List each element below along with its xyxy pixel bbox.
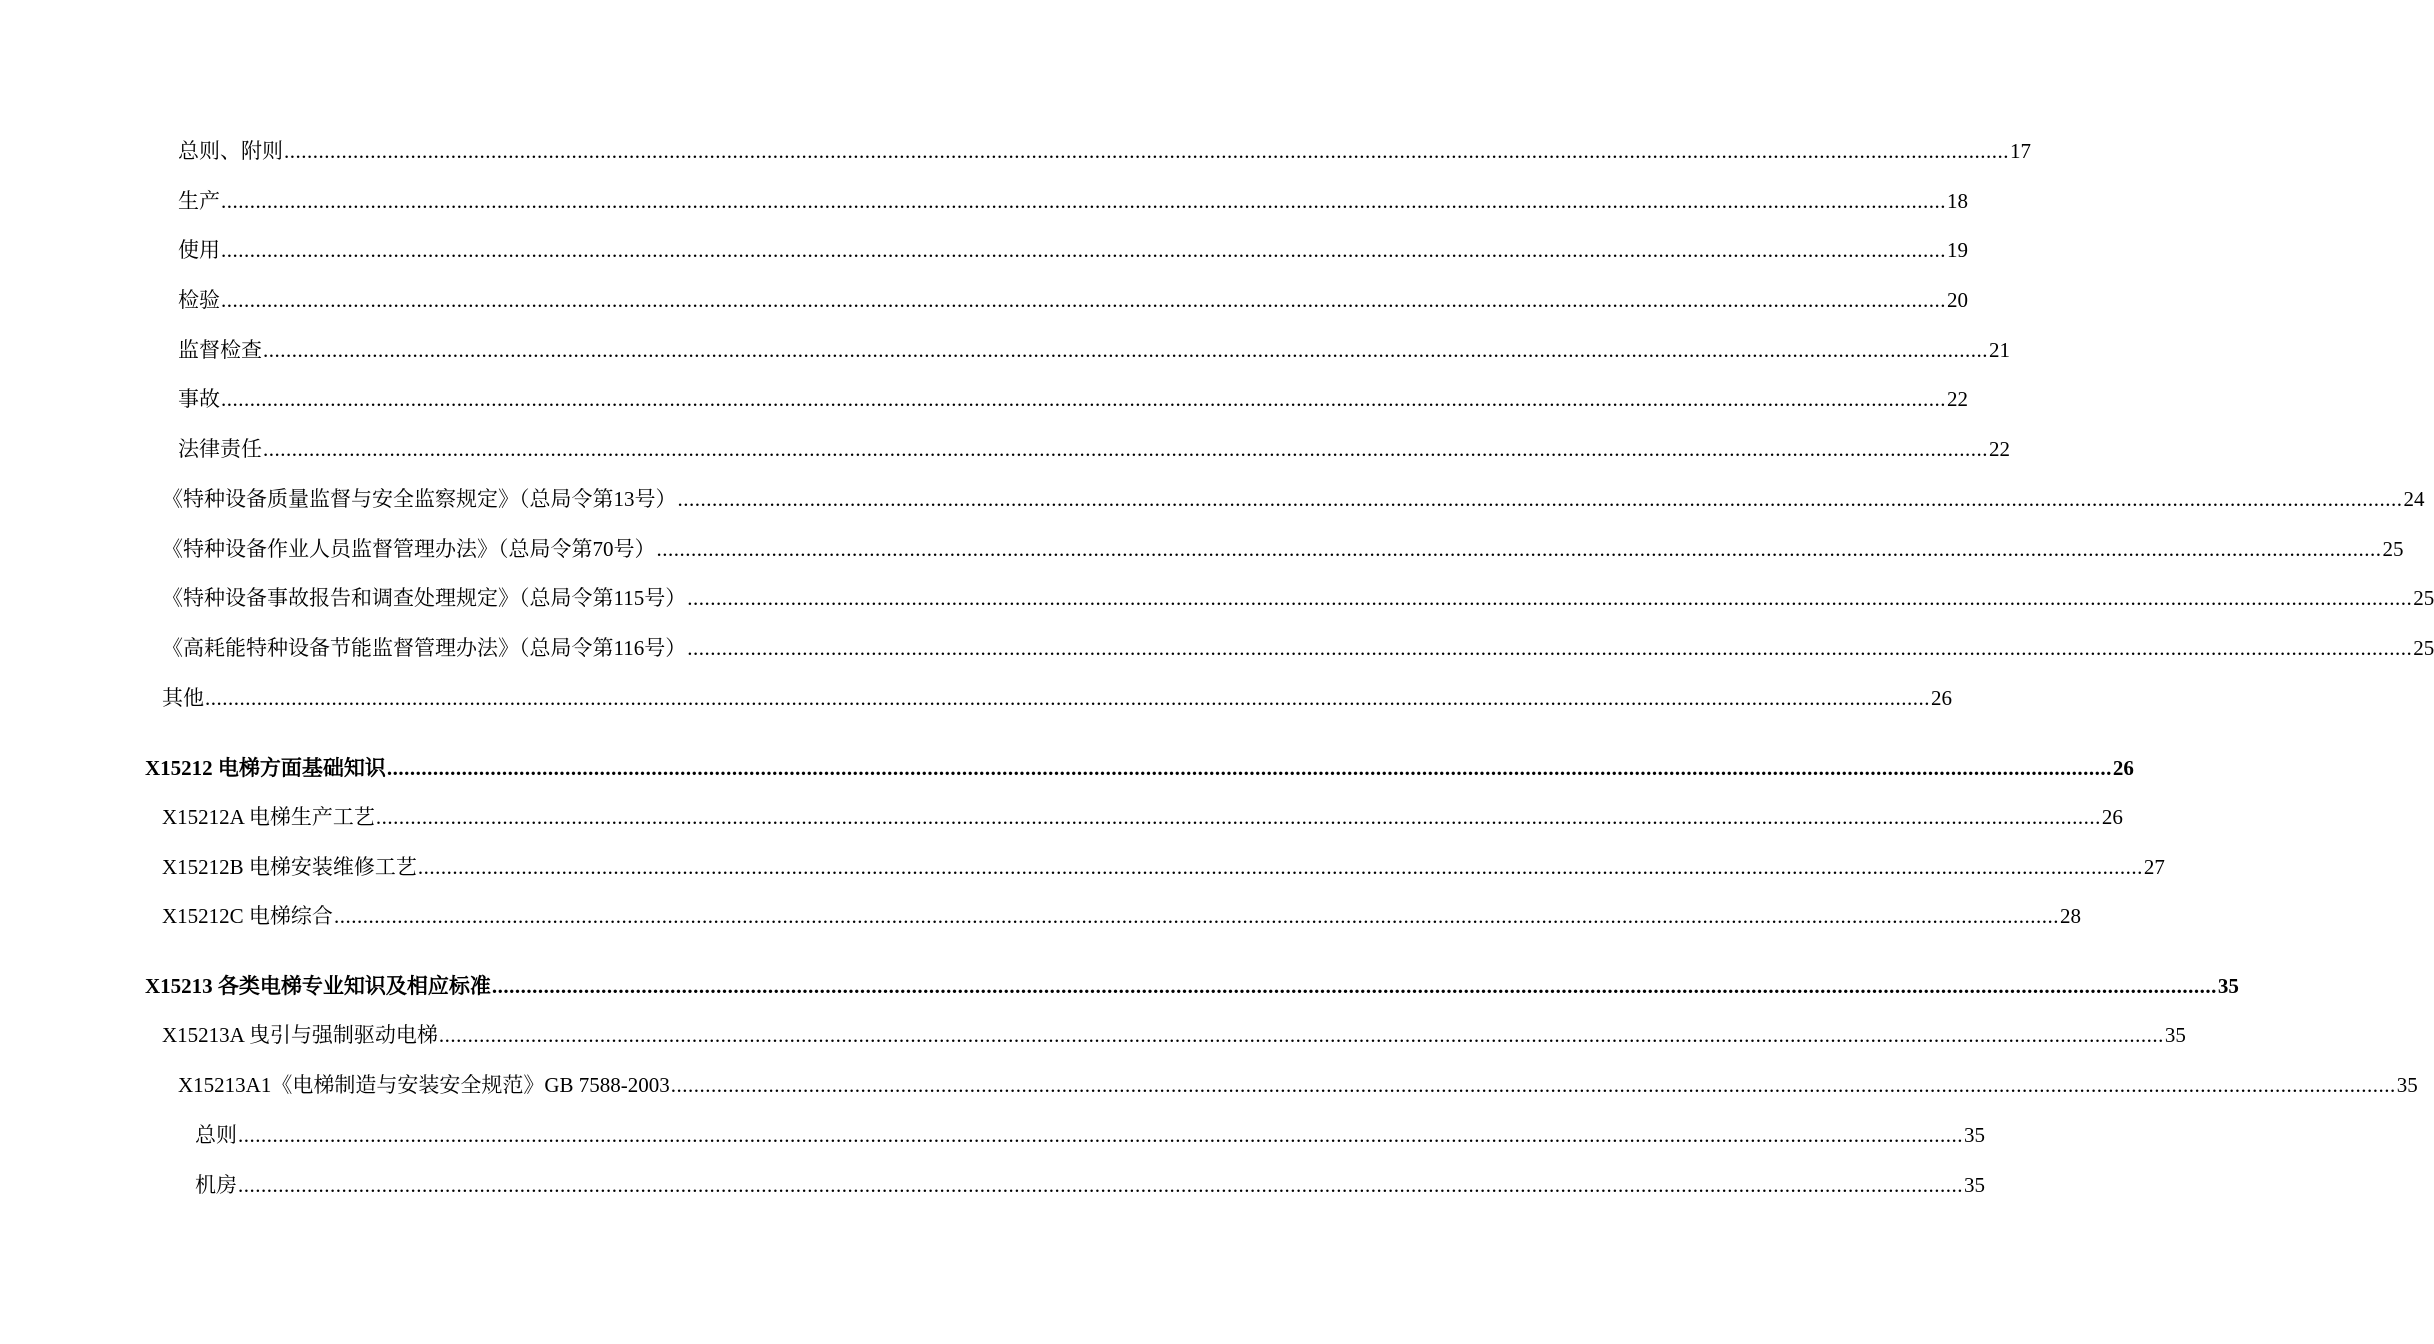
toc-entry[interactable]	[162, 852, 2165, 882]
toc-entry-page: 19	[1947, 238, 1968, 262]
toc-leader-dots: ............................................................................................................................................................................................................................................................................................................	[205, 686, 1930, 710]
toc-entry[interactable]	[195, 1170, 1985, 1200]
toc-entry-label: 总则、附则	[178, 139, 283, 163]
toc-entry-label: X15212A 电梯生产工艺	[162, 805, 375, 829]
toc-leader-dots: ............................................................................................................................................................................................................................................................................................................	[670, 1073, 2396, 1097]
toc-entry-label: 使用	[178, 238, 220, 262]
toc-entry-page: 35	[2396, 1073, 2418, 1097]
toc-leader-dots: ............................................................................................................................................................................................................................................................................................................	[438, 1023, 2164, 1047]
toc-entry[interactable]	[178, 186, 1968, 216]
toc-entry-label: 《特种设备事故报告和调查处理规定》（总局令第115号）	[162, 586, 687, 610]
toc-leader-dots: ............................................................................................................................................................................................................................................................................................................	[677, 487, 2403, 511]
toc-leader-dots: ............................................................................................................................................................................................................................................................................................................	[417, 855, 2143, 879]
toc-entry-page: 21	[1989, 338, 2010, 362]
toc-entry-page: 22	[1989, 437, 2010, 461]
toc-entry-label: X15212C 电梯综合	[162, 904, 333, 928]
toc-leader-dots: ............................................................................................................................................................................................................................................................................................................	[238, 1173, 1963, 1197]
toc-entry-label: 事故	[178, 387, 220, 411]
toc-leader-dots: ............................................................................................................................................................................................................................................................................................................	[386, 756, 2112, 780]
toc-entry-page: 25	[2382, 537, 2404, 561]
toc-leader-dots: ............................................................................................................................................................................................................................................................................................................	[333, 904, 2059, 928]
toc-section-heading[interactable]	[145, 753, 2134, 783]
toc-leader-dots: ............................................................................................................................................................................................................................................................................................................	[263, 338, 1988, 362]
toc-entry-label: 机房	[195, 1173, 237, 1197]
toc-leader-dots: ............................................................................................................................................................................................................................................................................................................	[263, 437, 1988, 461]
toc-entry-label: 其他	[162, 686, 204, 710]
toc-entry-label: 总则	[195, 1123, 237, 1147]
toc-entry-page: 20	[1947, 288, 1968, 312]
toc-entry-label: X15212 电梯方面基础知识	[145, 756, 386, 780]
toc-entry-page: 35	[1964, 1123, 1985, 1147]
toc-entry[interactable]	[162, 1020, 2186, 1050]
toc-entry-page: 26	[2112, 756, 2134, 780]
toc-entry-page: 35	[1964, 1173, 1985, 1197]
toc-entry[interactable]	[162, 583, 2434, 613]
toc-entry[interactable]	[162, 534, 2404, 564]
toc-leader-dots: ............................................................................................................................................................................................................................................................................................................	[221, 238, 1946, 262]
toc-entry-label: 《高耗能特种设备节能监督管理办法》（总局令第116号）	[162, 636, 687, 660]
toc-leader-dots: ............................................................................................................................................................................................................................................................................................................	[656, 537, 2382, 561]
toc-entry-label: X15213 各类电梯专业知识及相应标准	[145, 974, 491, 998]
toc-entry-page: 35	[2217, 974, 2239, 998]
toc-entry-page: 27	[2143, 855, 2165, 879]
toc-leader-dots: ............................................................................................................................................................................................................................................................................................................	[221, 387, 1946, 411]
toc-entry[interactable]	[195, 1120, 1985, 1150]
toc-entry[interactable]	[162, 484, 2425, 514]
toc-entry-page: 25	[2413, 636, 2434, 660]
toc-entry-label: X15213A 曳引与强制驱动电梯	[162, 1023, 438, 1047]
toc-entry-label: X15213A1《电梯制造与安装安全规范》GB 7588-2003	[178, 1073, 670, 1097]
toc-entry-page: 35	[2164, 1023, 2186, 1047]
toc-entry[interactable]	[178, 136, 2031, 166]
toc-leader-dots: ............................................................................................................................................................................................................................................................................................................	[687, 586, 2413, 610]
toc-entry-page: 24	[2403, 487, 2425, 511]
toc-entry-label: 《特种设备质量监督与安全监察规定》（总局令第13号）	[162, 487, 677, 511]
toc-entry-page: 26	[2101, 805, 2123, 829]
toc-leader-dots: ............................................................................................................................................................................................................................................................................................................	[221, 189, 1946, 213]
toc-entry[interactable]	[162, 683, 1952, 713]
toc-entry-label: X15212B 电梯安装维修工艺	[162, 855, 417, 879]
toc-entry-label: 法律责任	[178, 437, 262, 461]
toc-entry[interactable]	[178, 1070, 2418, 1100]
toc-entry-label: 《特种设备作业人员监督管理办法》（总局令第70号）	[162, 537, 656, 561]
toc-entry[interactable]	[178, 335, 2010, 365]
toc-entry-page: 22	[1947, 387, 1968, 411]
toc-entry-label: 生产	[178, 189, 220, 213]
toc-leader-dots: ............................................................................................................................................................................................................................................................................................................	[375, 805, 2101, 829]
toc-entry[interactable]	[178, 235, 1968, 265]
toc-entry-page: 17	[2010, 139, 2031, 163]
toc-entry[interactable]	[178, 384, 1968, 414]
toc-leader-dots: ............................................................................................................................................................................................................................................................................................................	[238, 1123, 1963, 1147]
toc-section-heading[interactable]	[145, 971, 2239, 1001]
toc-entry-label: 监督检查	[178, 338, 262, 362]
toc-leader-dots: ............................................................................................................................................................................................................................................................................................................	[491, 974, 2217, 998]
toc-leader-dots: ............................................................................................................................................................................................................................................................................................................	[284, 139, 2009, 163]
toc-leader-dots: ............................................................................................................................................................................................................................................................................................................	[687, 636, 2413, 660]
toc-entry[interactable]	[162, 901, 2081, 931]
toc-entry[interactable]	[162, 802, 2123, 832]
toc-entry-label: 检验	[178, 288, 220, 312]
toc-entry[interactable]	[162, 633, 2434, 663]
toc-entry-page: 25	[2413, 586, 2434, 610]
toc-leader-dots: ............................................................................................................................................................................................................................................................................................................	[221, 288, 1946, 312]
toc-entry-page: 18	[1947, 189, 1968, 213]
toc-entry[interactable]	[178, 285, 1968, 315]
toc-entry-page: 28	[2059, 904, 2081, 928]
toc-entry-page: 26	[1931, 686, 1952, 710]
toc-entry[interactable]	[178, 434, 2010, 464]
